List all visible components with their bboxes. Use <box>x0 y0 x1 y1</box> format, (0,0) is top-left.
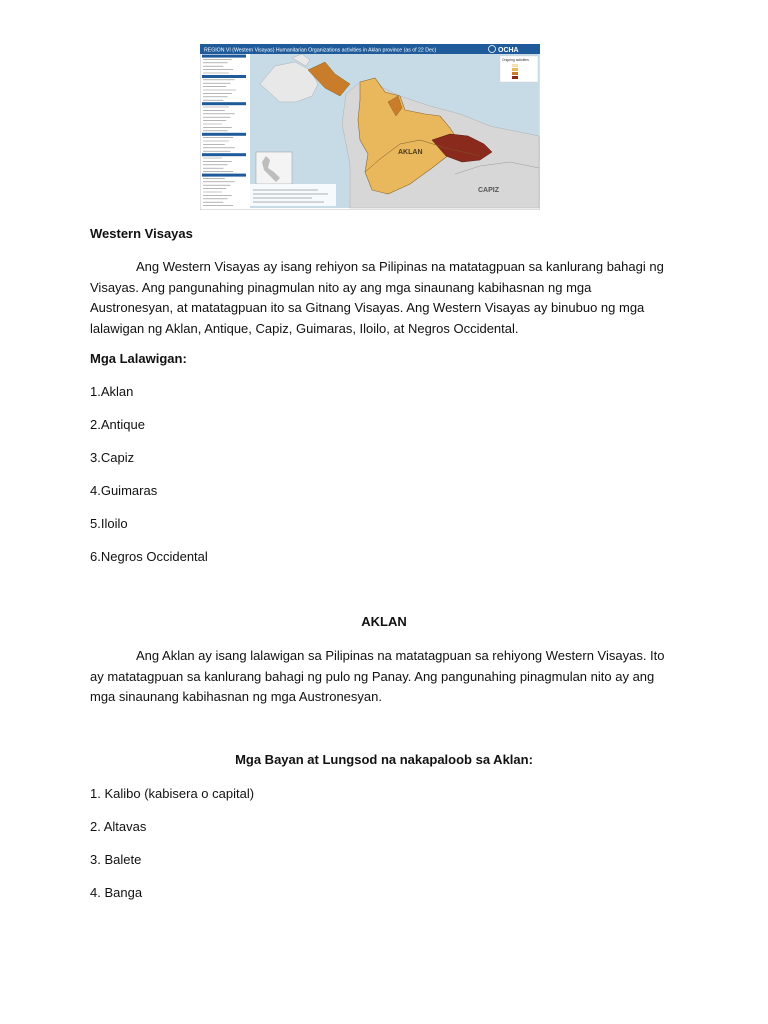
map-image <box>200 44 540 210</box>
list-item: 1. Kalibo (kabisera o capital) <box>90 786 255 801</box>
paragraph-aklan: Ang Aklan ay isang lalawigan sa Pilipinas na matatagpuan sa rehiyong Western Visayas. Ito ay matatagpuan sa kanlurang bahagi ng pulo ng Panay. Ang pangunahing pinagmulan nito ay ang mga sinaunang kabihasnan ng mga Austronesyan. <box>90 648 665 704</box>
map-label-aklan: AKLAN <box>398 149 423 156</box>
list-item: 4.Guimaras <box>90 483 158 498</box>
map-label-capiz: CAPIZ <box>478 187 499 194</box>
paragraph-western-visayas: Ang Western Visayas ay isang rehiyon sa Pilipinas na matatagpuan sa kanlurang bahagi ng Visayas. Ang pangunahing pinagmulan nito ay ang mga sinaunang kabihasnan ng mga Austronesyan, at matatagpuan ito sa Gitnang Visayas. Ang Western Visayas ay binubuo ng mga lalawigan ng Aklan, Antique, Capiz, Guimaras, Iloilo, at Negros Occidental. <box>90 259 664 336</box>
heading-aklan: AKLAN <box>361 614 407 629</box>
heading-mga-bayan: Mga Bayan at Lungsod na nakapaloob sa Aklan: <box>235 752 533 767</box>
heading-mga-lalawigan: Mga Lalawigan: <box>90 351 187 366</box>
legend-title: Ongoing activities <box>502 58 529 62</box>
list-item: 1.Aklan <box>90 384 134 399</box>
list-item: 2.Antique <box>90 417 145 432</box>
list-item: 6.Negros Occidental <box>90 549 208 564</box>
list-item: 3. Balete <box>90 852 142 867</box>
ocha-logo: OCHA <box>498 47 519 54</box>
map-title: REGION VI (Western Visayas) Humanitarian Organizations activities in Aklan province (as of 22 Dec) <box>204 47 437 54</box>
list-item: 5.Iloilo <box>90 516 128 531</box>
list-item: 2. Altavas <box>90 819 147 834</box>
map-source-box <box>250 184 336 206</box>
list-item: 3.Capiz <box>90 450 135 465</box>
heading-western-visayas: Western Visayas <box>90 226 193 241</box>
aklan-map-figure <box>200 44 540 210</box>
list-item: 4. Banga <box>90 885 143 900</box>
